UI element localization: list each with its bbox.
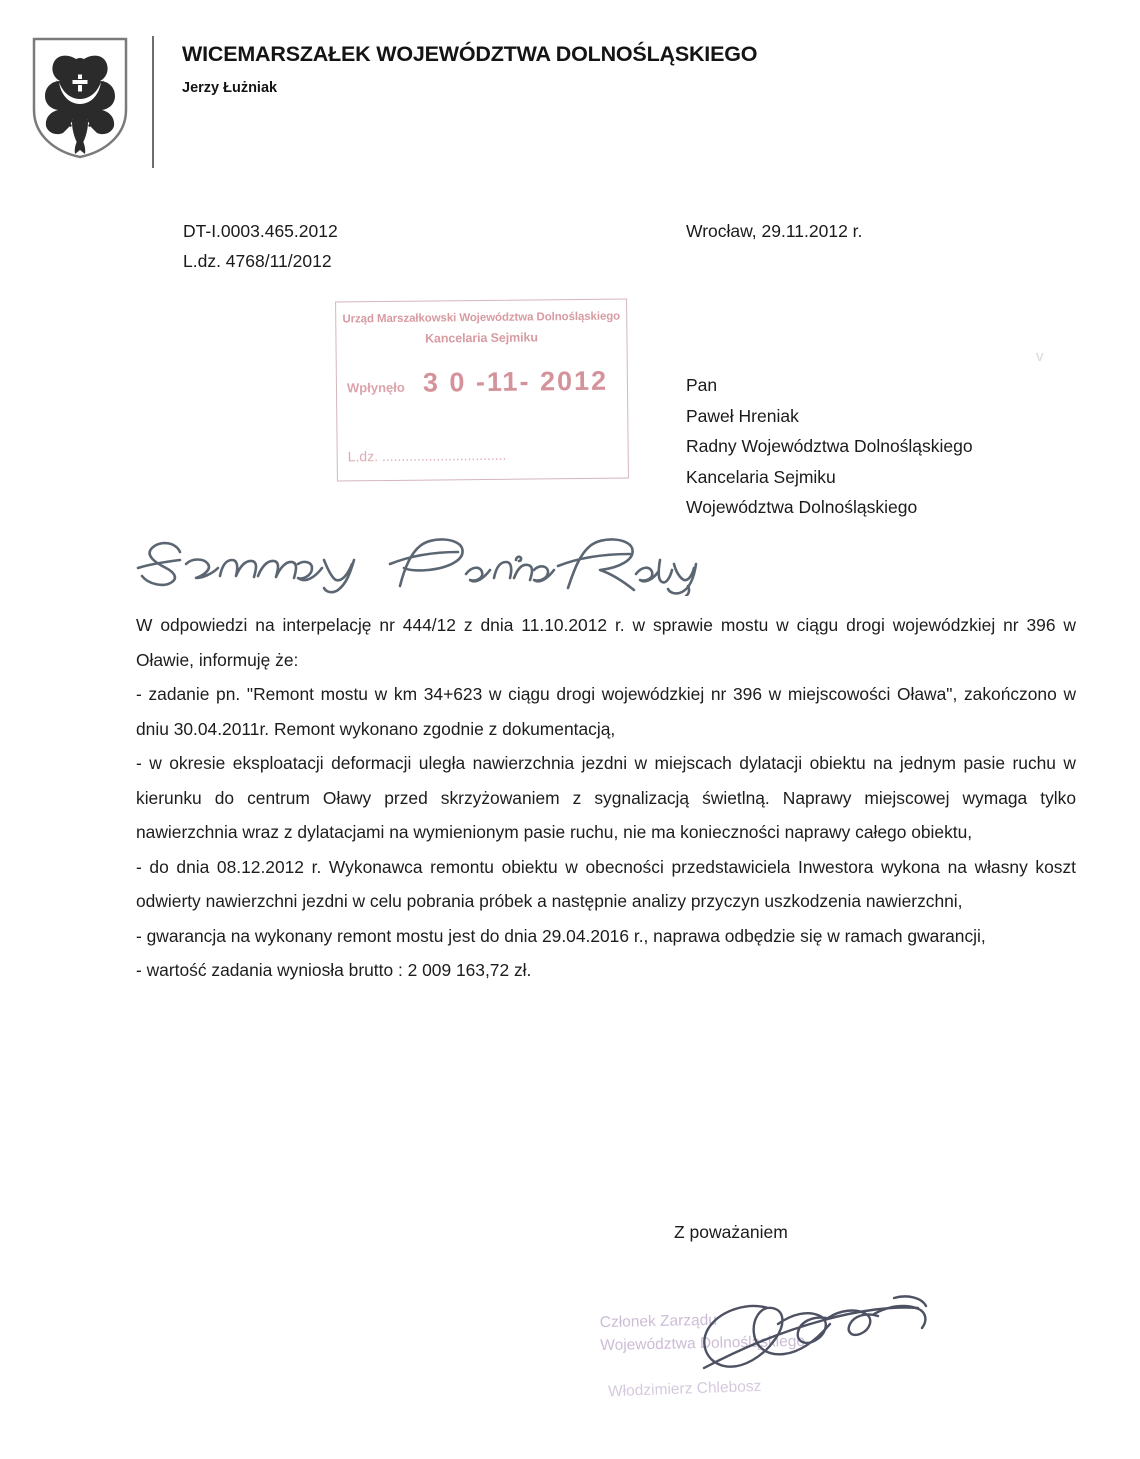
addressee-line: Pan [686, 375, 718, 395]
letterhead-divider [152, 36, 154, 168]
scan-artifact-mark: v [1036, 348, 1044, 365]
signature-stamp-line-1: Członek Zarządu [599, 1311, 718, 1332]
handwritten-salutation [128, 534, 698, 596]
stamp-register-field: L.dz. ................................ [347, 446, 507, 465]
addressee-block [686, 370, 973, 523]
body-paragraph: W odpowiedzi na interpelację nr 444/12 z dnia 11.10.2012 r. w sprawie mostu w ciągu drogi wojewódzkiej nr 396 w Oławie, informuję że: [136, 615, 1076, 670]
page-title: WICEMARSZAŁEK WOJEWÓDZTWA DOLNOŚLĄSKIEGO [182, 42, 758, 66]
addressee-line: Województwa Dolnośląskiego [686, 497, 918, 517]
lower-silesia-coat-of-arms-icon [30, 36, 130, 160]
reception-stamp [335, 298, 629, 481]
addressee-line: Paweł Hreniak [686, 405, 799, 426]
place-and-date: Wrocław, 29.11.2012 r. [686, 221, 863, 241]
letter-body [136, 608, 1076, 988]
body-paragraph: - gwarancja na wykonany remont mostu jest do dnia 29.04.2016 r., naprawa odbędzie się w ramach gwarancji, [136, 925, 986, 946]
signature-stamp-line-2: Województwa Dolnośląskiego [600, 1332, 806, 1355]
body-paragraph: - w okresie eksploatacji deformacji uległa nawierzchnia jezdni w miejscach dylatacji obiektu na jednym pasie ruchu w kierunku do centrum Oławy przed skrzyżowaniem z sygnalizacją świetlną. Naprawy miejscowej wymaga tylko nawierzchnia wraz z dylatacjami na wymienionym pasie ruchu, nie ma konieczności naprawy całego obiektu, [136, 753, 1076, 842]
stamp-received-date: 3 0 -11- 2012 [422, 365, 609, 398]
closing-phrase: Z poważaniem [674, 1222, 788, 1242]
body-paragraph: - wartość zadania wyniosła brutto : 2 009 163,72 zł. [136, 960, 532, 980]
stamp-office-line-1: Urząd Marszałkowski Województwa Dolnośląskiego [342, 310, 621, 326]
body-paragraph: - zadanie pn. "Remont mostu w km 34+623 w ciągu drogi wojewódzkiej nr 396 w miejscowości Oława", zakończono w dniu 30.04.2011r. Remont wykonano zgodnie z dokumentacją, [136, 684, 1076, 739]
case-number: DT-I.0003.465.2012 [183, 221, 338, 241]
signature-block [600, 1290, 930, 1440]
addressee-line: Radny Województwa Dolnośląskiego [686, 436, 973, 456]
register-number: L.dz. 4768/11/2012 [183, 251, 332, 271]
body-paragraph: - do dnia 08.12.2012 r. Wykonawca remontu obiektu w obecności przedstawiciela Inwestora wykona na własny koszt odwierty nawierzchni jezdni w celu pobrania próbek a następnie analizy przyczyn uszkodzenia nawierzchni, [136, 856, 1076, 911]
letterhead [0, 0, 1140, 180]
stamp-office-line-2: Kancelaria Sejmiku [424, 330, 538, 346]
handwritten-signature [660, 1280, 950, 1390]
reference-block [183, 216, 338, 276]
stamp-received-label: Wpłynęło [346, 379, 405, 396]
letterhead-person-name: Jerzy Łużniak [182, 80, 278, 96]
addressee-line: Kancelaria Sejmiku [686, 466, 836, 487]
signatory-name: Włodzimierz Chlebosz [607, 1377, 762, 1401]
